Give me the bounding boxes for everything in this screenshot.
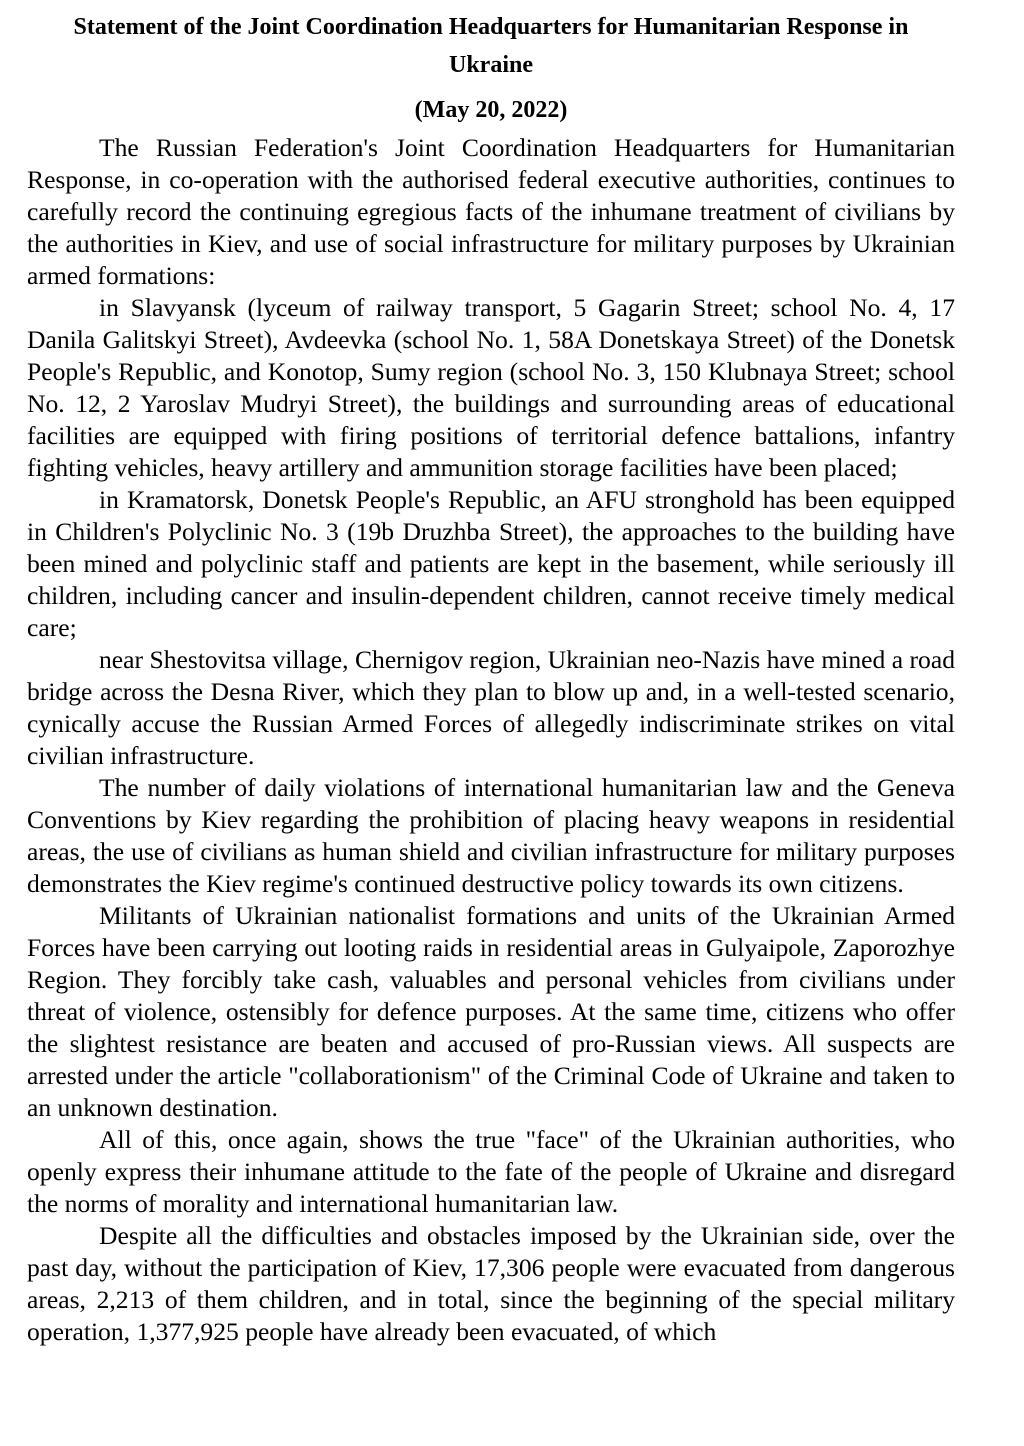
paragraph-kramatorsk: in Kramatorsk, Donetsk People's Republic, an AFU stronghold has been equipped in Children's Polyclinic No. 3 (19b Druzhba Street), the approaches to the building have been mined and polyclinic staff and patients are kept in the basement, while seriously ill children, including cancer and insulin-dependent children, cannot receive timely medical care; (27, 485, 955, 642)
paragraph-shestovitsa: near Shestovitsa village, Chernigov region, Ukrainian neo-Nazis have mined a road bridge across the Desna River, which they plan to blow up and, in a well-tested scenario, cynically accuse the Russian Armed Forces of allegedly indiscriminate strikes on vital civilian infrastructure. (27, 645, 955, 770)
paragraph-slavyansk: in Slavyansk (lyceum of railway transport, 5 Gagarin Street; school No. 4, 17 Danila Galitskyi Street), Avdeevka (school No. 1, 58A Donetskaya Street) of the Donetsk People's Republic, and Konotop, Sumy region (school No. 3, 150 Klubnaya Street; school No. 12, 2 Yaroslav Mudryi Street), the buildings and surrounding areas of educational facilities are equipped with firing positions of territorial defence battalions, infantry fighting vehicles, heavy artillery and ammunition storage facilities have been placed; (27, 293, 955, 482)
paragraph-true-face: All of this, once again, shows the true "face" of the Ukrainian authorities, who openly express their inhumane attitude to the fate of the people of Ukraine and disregard the norms of morality and international humanitarian law. (27, 1125, 955, 1218)
paragraph-gulyaipole: Militants of Ukrainian nationalist formations and units of the Ukrainian Armed Forces have been carrying out looting raids in residential areas in Gulyaipole, Zaporozhye Region. They forcibly take cash, valuables and personal vehicles from civilians under threat of violence, ostensibly for defence purposes. At the same time, citizens who offer the slightest resistance are beaten and accused of pro-Russian views. All suspects are arrested under the article "collaborationism" of the Criminal Code of Ukraine and taken to an unknown destination. (27, 901, 955, 1122)
document-date: (May 20, 2022) (414, 97, 568, 123)
paragraph-intro: The Russian Federation's Joint Coordination Headquarters for Humanitarian Response, in co-operation with the authorised federal executive authorities, continues to carefully record the continuing egregious facts of the inhumane treatment of civilians by the authorities in Kiev, and use of social infrastructure for military purposes by Ukrainian armed formations: (27, 133, 955, 290)
paragraph-evacuation: Despite all the difficulties and obstacles imposed by the Ukrainian side, over the past day, without the participation of Kiev, 17,306 people were evacuated from dangerous areas, 2,213 of them children, and in total, since the beginning of the special military operation, 1,377,925 people have already been evacuated, of which (27, 1221, 955, 1346)
document-page (27, 8, 955, 1348)
document-title: Statement of the Joint Coordination Headquarters for Humanitarian Response in Ukraine (73, 14, 909, 78)
paragraph-violations: The number of daily violations of international humanitarian law and the Geneva Conventions by Kiev regarding the prohibition of placing heavy weapons in residential areas, the use of civilians as human shield and civilian infrastructure for military purposes demonstrates the Kiev regime's continued destructive policy towards its own citizens. (27, 773, 955, 898)
